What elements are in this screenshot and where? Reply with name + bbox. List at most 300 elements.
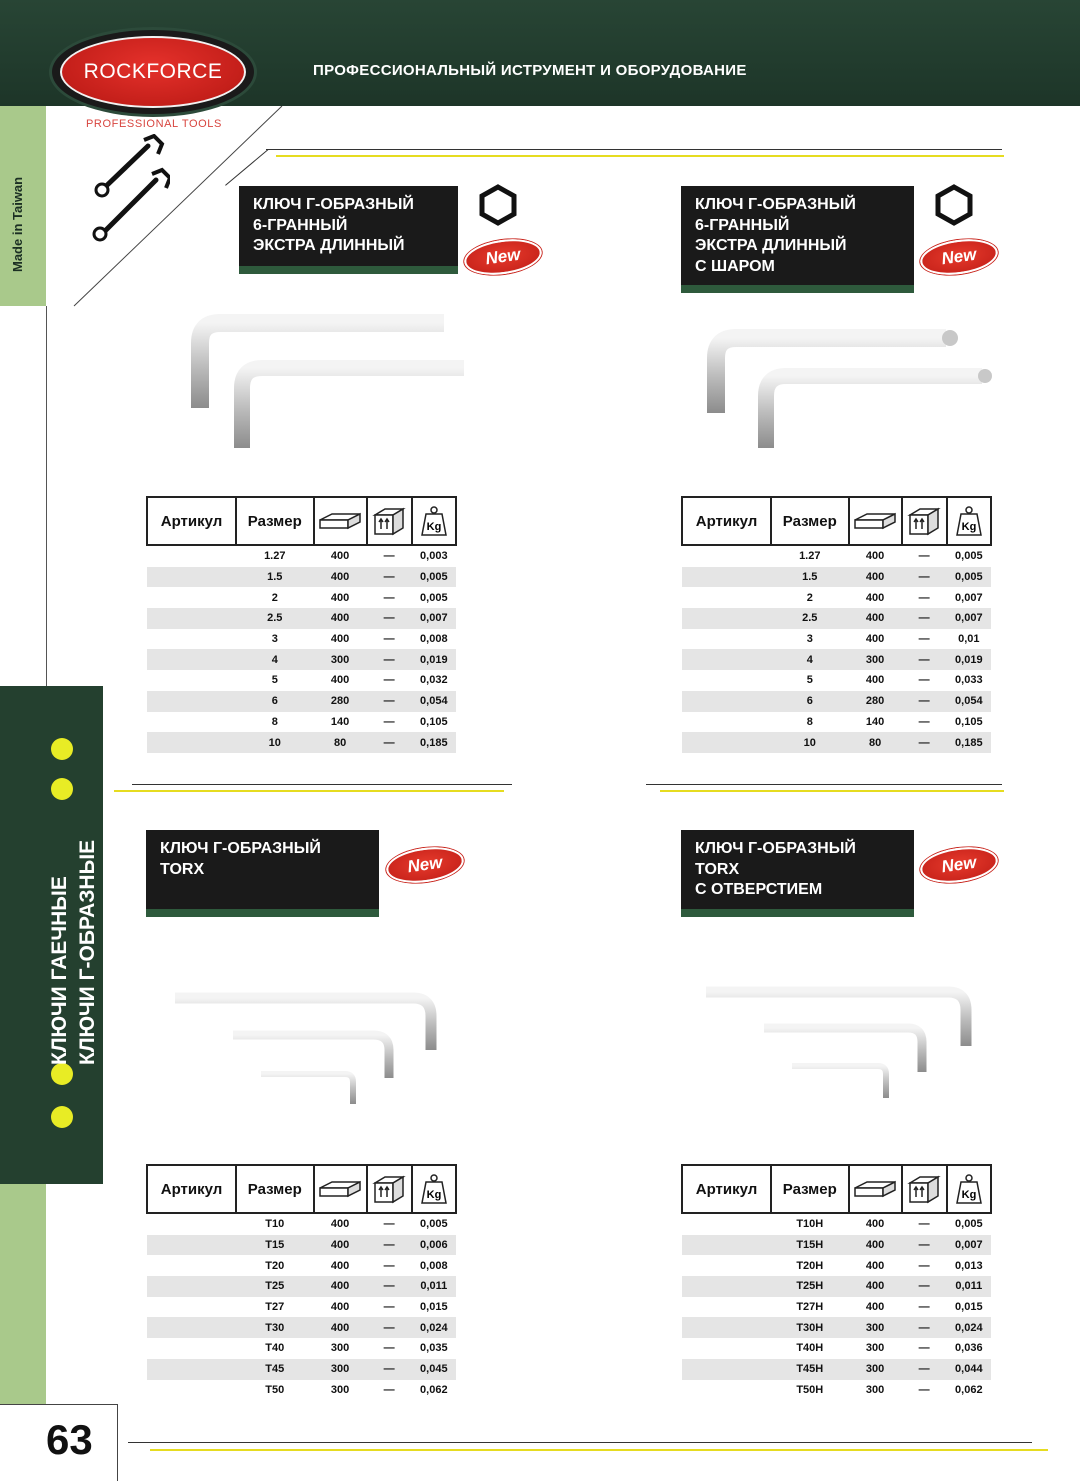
cell-box: — [383,1342,395,1355]
cell-article [682,1276,771,1297]
page-header-title: ПРОФЕССИОНАЛЬНЫЙ ИСТРУМЕНТ И ОБОРУДОВАНИЕ [313,62,747,79]
cell-size: 5 [271,674,278,687]
column-size: Размер [771,497,849,545]
divider-line-yellow [660,790,1004,792]
cell-qty: 400 [865,1301,885,1314]
category-line-1: КЛЮЧИ ГАЕЧНЫЕ [48,876,71,1065]
cell-box: — [902,691,947,712]
spec-table [681,496,992,753]
cell-article [682,732,771,753]
cell-weight: 0,008 [420,633,448,646]
cell-article [682,691,771,712]
cell-weight: 0,032 [420,674,448,687]
cell-weight: 0,007 [412,608,456,629]
cell-qty: 400 [330,591,350,604]
new-badge: New [462,235,544,280]
cell-size: T40 [265,1342,285,1355]
cell-box: — [367,1317,412,1338]
cell-box: — [918,1342,930,1355]
torx-key-image [165,980,455,1110]
table-row [147,1276,456,1297]
table-row [147,1317,456,1338]
table-row [147,1235,456,1256]
cell-qty: 400 [849,1276,902,1297]
cell-weight: 0,185 [412,732,456,753]
cell-weight: 0,019 [947,649,991,670]
cell-box: — [918,591,930,604]
column-box [367,497,412,545]
cell-article [682,567,771,588]
category-dot [51,778,73,800]
cell-qty: 400 [865,591,885,604]
cell-box: — [902,1276,947,1297]
ball-end-hex-key-image [700,318,1000,468]
table-row [147,1380,456,1401]
table-row [147,670,456,691]
table-row [147,608,456,629]
table-row [682,712,991,733]
cell-weight: 0,045 [412,1359,456,1380]
table-row [682,1338,991,1359]
cell-box: — [918,715,930,728]
cell-weight: 0,062 [420,1383,448,1396]
column-size: Размер [236,1165,314,1213]
section-title-line: 6-ГРАННЫЙ [253,216,348,234]
cell-weight: 0,062 [955,1383,983,1396]
cell-article [682,670,771,691]
cell-weight: 0,105 [955,715,983,728]
cell-box: — [902,649,947,670]
cell-box: — [367,691,412,712]
cell-size: 3 [271,633,278,646]
category-dot [51,1106,73,1128]
cell-box: — [367,732,412,753]
brand-tagline: PROFESSIONAL TOOLS [86,118,222,130]
cell-article [682,1297,771,1318]
cell-size: 4 [236,649,314,670]
cell-qty: 280 [314,691,367,712]
table-row [147,587,456,608]
weight-icon [955,1173,983,1205]
table-row [147,1297,456,1318]
cell-weight: 0,185 [947,732,991,753]
table-row [147,1359,456,1380]
cell-size: T20H [796,1259,824,1272]
cell-size: 2.5 [771,608,849,629]
cell-qty: 400 [330,1259,350,1272]
cell-weight: 0,005 [412,567,456,588]
table-row [682,670,991,691]
cell-article [682,1359,771,1380]
column-box [902,1165,947,1213]
cell-weight: 0,005 [947,567,991,588]
cell-box: — [367,567,412,588]
cell-size: 5 [806,674,813,687]
table-row [682,1380,991,1401]
cell-size: 3 [806,633,813,646]
weight-icon [420,505,448,537]
cell-article [147,587,236,608]
section-title-line: 6-ГРАННЫЙ [695,216,790,234]
cell-box: — [918,1301,930,1314]
cell-weight: 0,054 [947,691,991,712]
cell-qty: 400 [330,550,350,563]
brand-name: ROCKFORCE [83,60,223,83]
cell-qty: 400 [849,1235,902,1256]
weight-unit: Kg [426,521,442,533]
package-icon [853,1179,897,1199]
cell-article [682,1380,771,1401]
new-badge: New [918,843,1000,888]
cell-size: 8 [806,715,813,728]
cell-qty: 280 [849,691,902,712]
cell-box: — [918,1383,930,1396]
column-article: Артикул [147,497,236,545]
cell-weight: 0,013 [955,1259,983,1272]
cell-size: T25H [771,1276,849,1297]
cell-size: T40H [796,1342,824,1355]
cell-qty: 400 [865,1259,885,1272]
cell-weight: 0,008 [420,1259,448,1272]
table-row [682,629,991,650]
cell-article [147,732,236,753]
package-icon [853,511,897,531]
cell-size: 1.27 [799,550,821,563]
cell-qty: 400 [314,608,367,629]
section-title-line: КЛЮЧ Г-ОБРАЗНЫЙ [695,196,856,213]
cell-weight: 0,024 [947,1317,991,1338]
cell-box: — [383,1301,395,1314]
spec-table [146,1164,457,1400]
cell-size: 6 [236,691,314,712]
cell-size: 10 [236,732,314,753]
cell-article [682,608,771,629]
cell-qty: 300 [314,649,367,670]
cell-weight: 0,011 [412,1276,456,1297]
table-row [147,712,456,733]
cell-size: T15 [236,1235,314,1256]
table-row [682,1276,991,1297]
cell-box: — [918,674,930,687]
cell-box: — [918,550,930,563]
table-row [147,567,456,588]
package-icon [318,511,362,531]
cell-article [682,1338,771,1359]
made-in-label: Made in Taiwan [10,176,25,272]
column-weight [412,497,456,545]
new-badge: New [918,235,1000,280]
cell-weight: 0,007 [947,608,991,629]
cell-article [682,712,771,733]
cell-qty: 300 [330,1383,350,1396]
table-row [682,567,991,588]
cell-box: — [383,591,395,604]
table-row [682,1297,991,1318]
cell-box: — [367,1276,412,1297]
cell-box: — [902,1317,947,1338]
divider-line-yellow [276,155,1004,157]
cell-qty: 400 [330,1301,350,1314]
cell-weight: 0,036 [955,1342,983,1355]
cell-article [147,649,236,670]
sidebar-strip-bottom [0,1184,46,1404]
page-number: 63 [46,1416,93,1463]
cell-weight: 0,015 [955,1301,983,1314]
category-dot [51,738,73,760]
category-line-2: КЛЮЧИ Г-ОБРАЗНЫЕ [76,839,99,1065]
section-title-torx [146,830,379,917]
table-row [682,608,991,629]
cell-size: T30 [236,1317,314,1338]
new-badge: New [384,843,466,888]
cell-box: — [383,633,395,646]
section-title-line: С ШАРОМ [695,257,775,275]
section-title-line: КЛЮЧ Г-ОБРАЗНЫЙ [695,840,856,857]
cell-article [147,1213,236,1235]
cell-weight: 0,007 [947,1235,991,1256]
cell-box: — [383,674,395,687]
cell-size: T20 [265,1259,285,1272]
cell-size: T45 [236,1359,314,1380]
cell-box: — [367,1359,412,1380]
cell-weight: 0,011 [947,1276,991,1297]
cell-size: T10H [796,1218,824,1231]
table-row [682,1235,991,1256]
cell-weight: 0,035 [420,1342,448,1355]
cell-weight: 0,005 [420,591,448,604]
table-row [147,545,456,567]
cell-box: — [383,1218,395,1231]
cell-article [682,587,771,608]
table-row [682,587,991,608]
cell-size: T50 [265,1383,285,1396]
cell-qty: 140 [330,715,350,728]
cell-article [147,629,236,650]
cell-qty: 400 [314,567,367,588]
cell-box: — [902,608,947,629]
cell-article [147,670,236,691]
column-qty [849,1165,902,1213]
cell-size: T50H [796,1383,824,1396]
cell-weight: 0,019 [412,649,456,670]
divider-line-yellow [150,1449,1048,1451]
cell-article [147,1235,236,1256]
cell-size: T27H [796,1301,824,1314]
cell-qty: 300 [849,1359,902,1380]
column-weight [947,1165,991,1213]
divider-line [132,784,512,785]
table-row [147,1255,456,1276]
category-dot [51,1063,73,1085]
cell-box: — [918,633,930,646]
cell-size: T30H [771,1317,849,1338]
column-box [367,1165,412,1213]
sidebar-strip-mid [0,306,47,686]
table-row [682,545,991,567]
section-title-torx-hole [681,830,914,917]
cell-size: T27 [265,1301,285,1314]
cell-weight: 0,024 [412,1317,456,1338]
cell-article [682,1213,771,1235]
cell-weight: 0,005 [420,1218,448,1231]
cell-qty: 400 [865,1218,885,1231]
cell-qty: 400 [865,674,885,687]
section-title-line: ЭКСТРА ДЛИННЫЙ [695,237,847,254]
section-title-line: КЛЮЧ Г-ОБРАЗНЫЙ [253,196,414,213]
cell-qty: 400 [314,1276,367,1297]
table-row [682,732,991,753]
table-row [682,1255,991,1276]
cell-box: — [383,1383,395,1396]
table-row [147,1213,456,1235]
column-size: Размер [236,497,314,545]
package-icon [318,1179,362,1199]
section-title-line: TORX [160,860,205,878]
cell-article [147,1338,236,1359]
cell-article [147,712,236,733]
cell-qty: 400 [330,674,350,687]
cell-article [147,1317,236,1338]
cell-qty: 400 [849,608,902,629]
cell-weight: 0,003 [420,550,448,563]
divider-line [266,149,1002,150]
cell-box: — [383,715,395,728]
spec-table [681,1164,992,1400]
cell-article [682,629,771,650]
box-icon [372,1173,406,1205]
cell-weight: 0,015 [420,1301,448,1314]
weight-unit: Kg [961,1189,977,1201]
cell-qty: 300 [849,1317,902,1338]
column-weight [947,497,991,545]
divider-line-yellow [114,790,504,792]
cell-size: T25 [236,1276,314,1297]
cell-qty: 300 [865,1383,885,1396]
section-title-hex-extra-long [239,186,458,274]
cell-article [147,691,236,712]
section-title-line: С ОТВЕРСТИЕМ [695,881,823,898]
weight-unit: Kg [426,1189,442,1201]
cell-qty: 400 [865,633,885,646]
column-qty [849,497,902,545]
category-title [46,840,102,1065]
cell-weight: 0,006 [412,1235,456,1256]
column-size: Размер [771,1165,849,1213]
cell-box: — [367,649,412,670]
cell-qty: 80 [314,732,367,753]
cell-box: — [902,1235,947,1256]
divider-line [646,784,1002,785]
cell-article [682,545,771,567]
cell-size: 8 [271,715,278,728]
weight-icon [955,505,983,537]
cell-size: 1.5 [236,567,314,588]
table-row [682,649,991,670]
cell-article [682,1317,771,1338]
cell-weight: 0,005 [955,1218,983,1231]
column-article: Артикул [682,497,771,545]
cell-weight: 0,01 [958,633,980,646]
cell-size: 2.5 [236,608,314,629]
cell-article [147,545,236,567]
column-box [902,497,947,545]
cell-size: 2 [271,591,278,604]
cell-qty: 400 [330,633,350,646]
cell-article [147,567,236,588]
cell-box: — [902,1359,947,1380]
cell-article [682,1255,771,1276]
spec-table [146,496,457,753]
section-title-line: ЭКСТРА ДЛИННЫЙ [253,237,405,254]
cell-article [147,1380,236,1401]
cell-size: 4 [771,649,849,670]
cell-qty: 400 [314,1317,367,1338]
cell-box: — [902,567,947,588]
box-icon [372,505,406,537]
weight-unit: Kg [961,521,977,533]
table-row [147,629,456,650]
table-row [682,1317,991,1338]
cell-box: — [367,1235,412,1256]
cell-qty: 300 [330,1342,350,1355]
cell-size: 2 [806,591,813,604]
table-row [682,1213,991,1235]
cell-article [682,1235,771,1256]
column-qty [314,497,367,545]
torx-hole-key-image [698,976,988,1106]
cell-qty: 400 [865,550,885,563]
cell-article [147,608,236,629]
cell-qty: 140 [865,715,885,728]
column-weight [412,1165,456,1213]
cell-weight: 0,007 [955,591,983,604]
cell-weight: 0,005 [955,550,983,563]
box-icon [907,1173,941,1205]
cell-weight: 0,054 [412,691,456,712]
weight-icon [420,1173,448,1205]
cell-size: 1.5 [771,567,849,588]
cell-size: T10 [265,1218,285,1231]
cell-box: — [367,608,412,629]
cell-size: 10 [771,732,849,753]
cell-qty: 80 [849,732,902,753]
cell-article [147,1359,236,1380]
table-row [682,691,991,712]
cell-qty: 400 [314,1235,367,1256]
cell-box: — [383,550,395,563]
section-title-line: TORX [695,860,740,878]
section-title-hex-ball-end [681,186,914,293]
cell-qty: 300 [314,1359,367,1380]
column-article: Артикул [147,1165,236,1213]
cell-qty: 400 [849,567,902,588]
box-icon [907,505,941,537]
cell-weight: 0,044 [947,1359,991,1380]
table-row [147,1338,456,1359]
cell-article [147,1255,236,1276]
cell-size: T45H [771,1359,849,1380]
cell-qty: 400 [330,1218,350,1231]
cell-box: — [902,732,947,753]
cell-box: — [918,1218,930,1231]
table-row [147,691,456,712]
cell-qty: 300 [849,649,902,670]
cell-weight: 0,105 [420,715,448,728]
cell-size: T15H [771,1235,849,1256]
cell-weight: 0,033 [955,674,983,687]
column-qty [314,1165,367,1213]
cell-qty: 300 [865,1342,885,1355]
